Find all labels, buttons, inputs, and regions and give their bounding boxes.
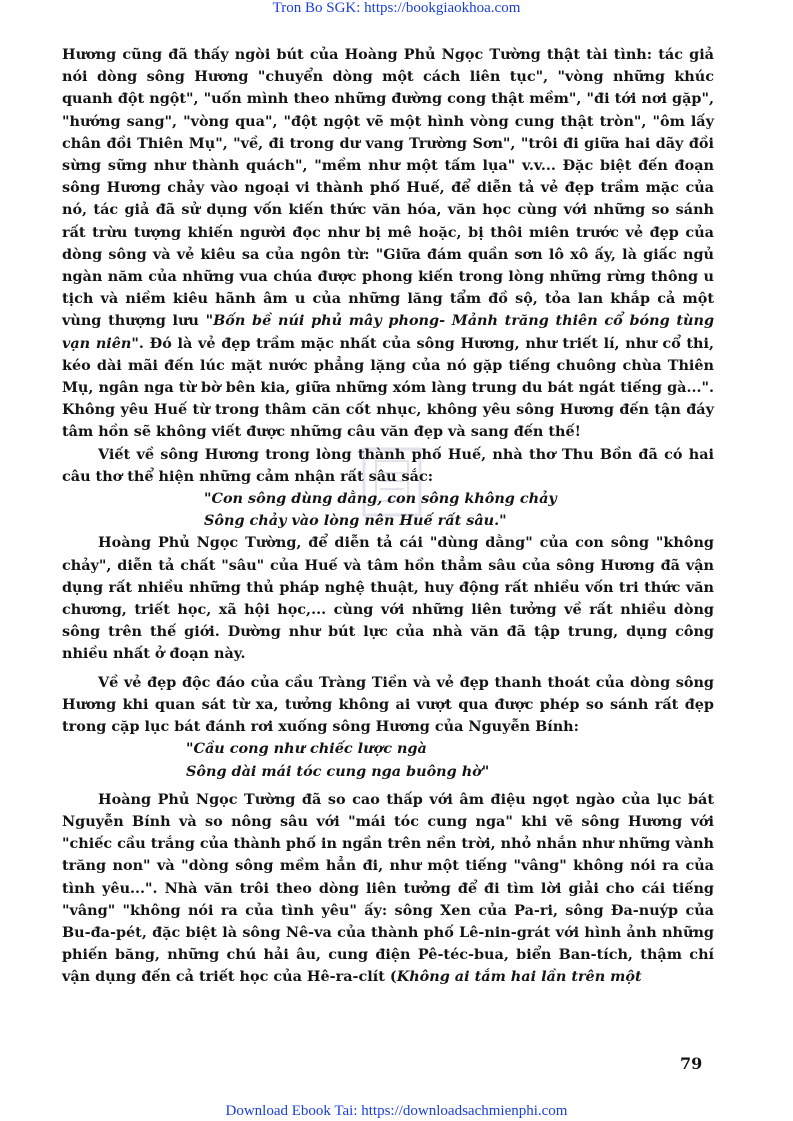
poem-2-line-1: "Cầu cong như chiếc lược ngà <box>186 740 427 758</box>
poem-1-line-1: "Con sông dùng dằng, con sông không chảy <box>204 490 557 508</box>
paragraph-2: Viết về sông Hương trong lòng thành phố Huế, nhà thơ Thu Bồn đã có hai câu thơ thể hiện những cảm nhận rất sâu sắc: <box>62 445 714 485</box>
poem-2-line-2: Sông dài mái tóc cung nga buông hờ" <box>186 762 490 780</box>
header-source-link[interactable]: Tron Bo SGK: https://bookgiaokhoa.com <box>272 0 521 16</box>
document-body <box>62 44 714 989</box>
footer-download-link[interactable]: Download Ebook Tai: https://downloadsachmienphi.com <box>225 1103 568 1119</box>
page-number: 79 <box>680 1054 703 1073</box>
paragraph-4: Về vẻ đẹp độc đáo của cầu Tràng Tiền và vẻ đẹp thanh thoát của dòng sông Hương khi quan sát từ xa, tưởng không ai vượt qua được phép so sánh rất đẹp trong cặp lục bát đánh rơi xuống sông Hương của Nguyễn Bính: <box>62 673 714 736</box>
paragraph-3: Hoàng Phủ Ngọc Tường, để diễn tả cái "dùng dằng" của con sông "không chảy", diễn tả chất "sâu" của Huế và tâm hồn thẳm sâu của sông Hương đã vận dụng rất nhiều những thủ pháp nghệ thuật, huy động rất nhiều vốn tri thức văn chương, triết học, xã hội học,... cùng với những liên tưởng về rất nhiều dòng sông trên thế giới. Dường như bút lực của nhà văn đã tập trung, dụng công nhiều nhất ở đoạn này. <box>62 534 714 663</box>
paragraph-5: Hoàng Phủ Ngọc Tường đã so cao thấp với âm điệu ngọt ngào của lục bát Nguyễn Bính và so nông sâu với "mái tóc cung nga" khi vẽ sông Hương với "chiếc cầu trắng của thành phố in ngần trên nền trời, nhỏ nhắn như những vành trăng non" và "dòng sông mềm hẳn đi, như một tiếng "vâng" không nói ra của tình yêu...". Nhà văn trôi theo dòng liên tưởng để đi tìm lời giải cho cái tiếng "vâng" "không nói ra của tình yêu" ấy: sông Xen của Pa-ri, sông Đa-nuýp của Bu-đa-pét, đặc biệt là sông Nê-va của thành phố Lê-nin-grát với hình ảnh những phiến băng, những chú hải âu, cung điện Pê-téc-bua, biển Ban-tích, thậm chí vận dụng đến cả triết học của Hê-ra-clít (Không ai tắm hai lần trên một <box>62 790 714 986</box>
quote-inline: "Bốn bề núi phủ mây phong- Mảnh trăng thiên cổ bóng tùng vạn niên" <box>62 312 715 352</box>
poem-1-line-2: Sông chảy vào lòng nên Huế rất sâu." <box>204 512 507 530</box>
paragraph-1: Hương cũng đã thấy ngòi bút của Hoàng Phủ Ngọc Tường thật tài tình: tác giả nói dòng sông Hương "chuyển dòng một cách liên tục", "vòng những khúc quanh đột ngột", "uốn mình theo những đường cong thật mềm", "đi tới nơi gặp", "hướng sang", "vòng qua", "đột ngột vẽ một hình vòng cung thật tròn", "ôm lấy chân đồi Thiên Mụ", "về, đi trong dư vang Trường Sơn", "trôi đi giữa hai dãy đồi sừng sững như thành quách", "mềm như một tấm lụa" v.v... Đặc biệt đến đoạn sông Hương chảy vào ngoại vi thành phố Huế, để diễn tả vẻ đẹp trầm mặc của nó, tác giả đã sử dụng vốn kiến thức văn hóa, văn học cùng với những so sánh rất trừu tượng khiến người đọc như bị mê hoặc, bị thôi miên trước vẻ đẹp của dòng sông và vẻ kiêu sa của ngôn từ: "Giữa đám quần sơn lô xô ấy, là giấc ngủ ngàn năm của những vua chúa được phong kiến trong lòng những rừng thông u tịch và niềm kiêu hãnh âm u của những lăng tẩm đồ sộ, tỏa lan khắp cả một vùng thượng lưu "Bốn bề núi phủ mây phong- Mảnh trăng thiên cổ bóng tùng vạn niên". Đó là vẻ đẹp trầm mặc nhất của sông Hương, như triết lí, như cổ thi, kéo dài mãi đến lúc mặt nước phẳng lặng của nó gặp tiếng chuông chùa Thiên Mụ, ngân nga từ bờ bên kia, giữa những xóm làng trung du bát ngát tiếng gà...". Không yêu Huế từ trong thâm căn cốt nhục, không yêu sông Hương đến tận đáy tâm hồn sẽ không viết được những câu văn đẹp và sang đến thế! <box>62 46 715 441</box>
quote-inline-end: Không ai tắm hai lần trên một <box>396 968 642 986</box>
